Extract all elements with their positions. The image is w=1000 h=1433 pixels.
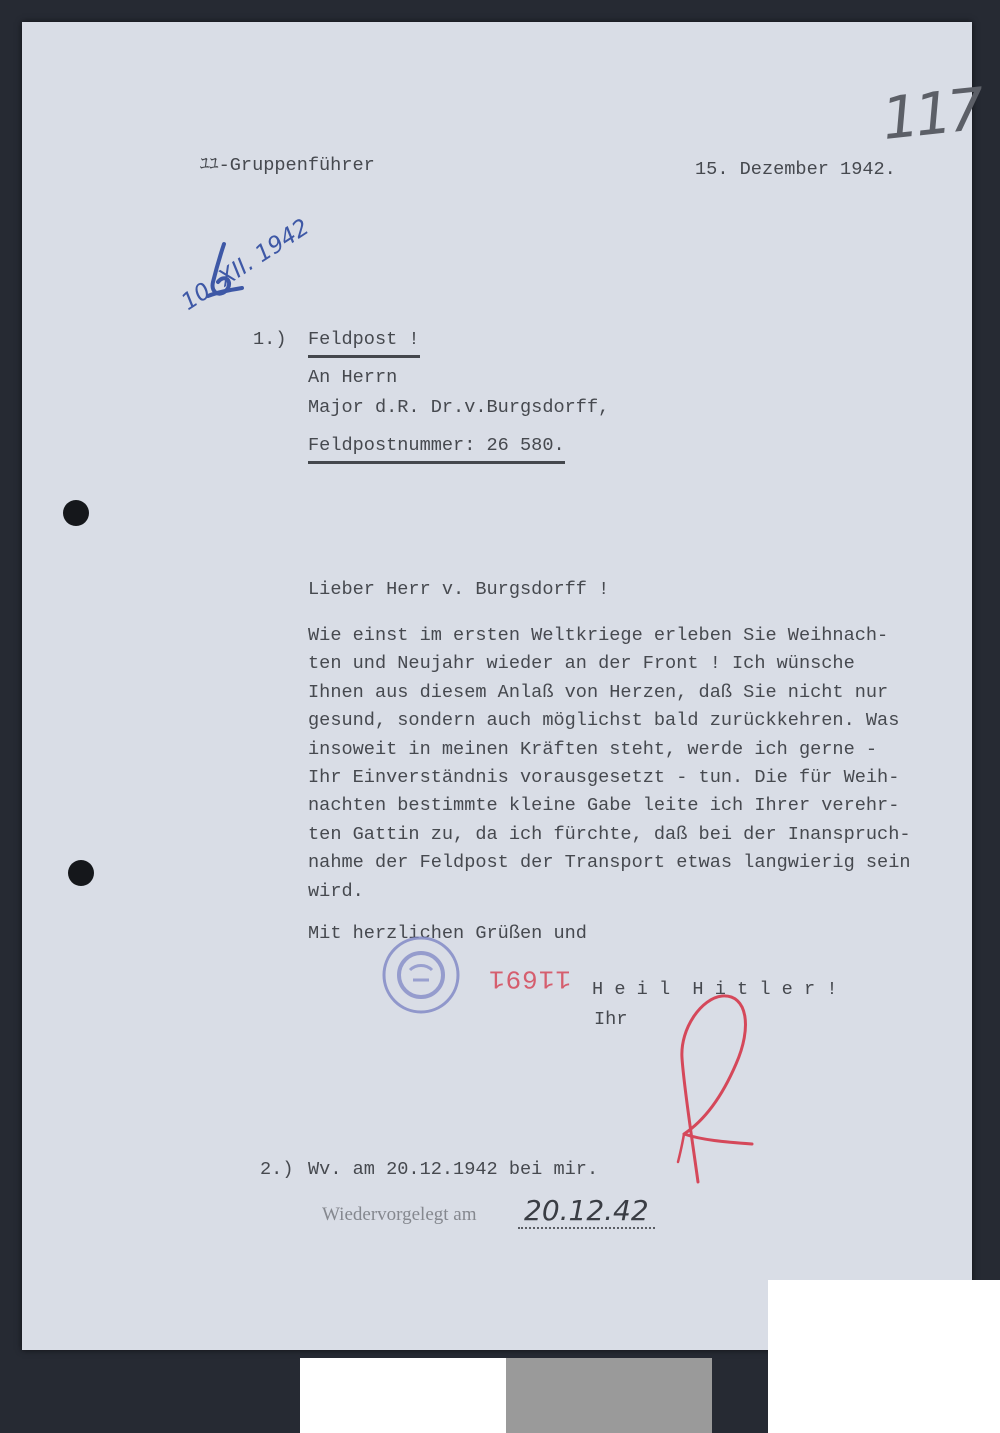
calibration-white-patch xyxy=(300,1358,506,1433)
initials-mark xyxy=(200,236,246,302)
resubmission-stamp-label: Wiedervorgelegt am xyxy=(322,1204,477,1225)
punch-hole-bottom xyxy=(68,860,94,886)
body-line: Ihnen aus diesem Anlaß von Herzen, daß Sie nicht nur xyxy=(308,681,889,703)
address-heading: Feldpost ! xyxy=(308,326,420,358)
address-line-2: Major d.R. Dr.v.Burgsdorff, xyxy=(308,397,610,418)
item-number-1: 1.) xyxy=(253,329,287,350)
registration-number-stamp: 11691 xyxy=(488,963,572,994)
closing-line-3: Ihr xyxy=(594,1009,628,1030)
closing-line-1: Mit herzlichen Grüßen und xyxy=(308,923,587,944)
body-line: insoweit in meinen Kräften steht, werde ich gerne - xyxy=(308,738,878,760)
scanner-white-patch xyxy=(768,1280,1000,1433)
body-line: wird. xyxy=(308,880,364,902)
letter-page xyxy=(22,22,985,1350)
archive-mark-pencil: 117 xyxy=(878,75,985,153)
followup-note: Wv. am 20.12.1942 bei mir. xyxy=(308,1159,599,1180)
body-line: ten Gattin zu, da ich fürchte, daß bei der Inanspruch- xyxy=(308,823,911,845)
closing-line-2: H e i l H i t l e r ! xyxy=(592,979,838,1000)
office-seal-stamp xyxy=(380,934,462,1016)
body-line: Ihr Einverständnis vorausgesetzt - tun. Die für Weih- xyxy=(308,767,900,789)
letter-body xyxy=(308,622,911,906)
received-date-stamp: 10. XII. 1942 xyxy=(177,214,314,316)
address-line-1: An Herrn xyxy=(308,367,398,388)
body-line: nachten bestimmte kleine Gabe leite ich Ihrer verehr- xyxy=(308,795,900,817)
letter-date: 15. Dezember 1942. xyxy=(695,159,896,180)
body-line: nahme der Feldpost der Transport etwas langwierig sein xyxy=(308,852,911,874)
punch-hole-top xyxy=(63,500,89,526)
signature-mark xyxy=(662,968,762,1188)
sender-rank: ﾕﾕ-Gruppenführer xyxy=(200,155,375,176)
body-line: Wie einst im ersten Weltkriege erleben Sie Weihnach- xyxy=(308,625,889,646)
calibration-gray-patch xyxy=(506,1358,712,1433)
address-line-3: Feldpostnummer: 26 580. xyxy=(308,432,565,464)
salutation: Lieber Herr v. Burgsdorff ! xyxy=(308,579,610,600)
resubmission-date: 20.12.42 xyxy=(518,1194,655,1229)
body-line: gesund, sondern auch möglichst bald zurückkehren. Was xyxy=(308,710,900,732)
item-number-2: 2.) xyxy=(260,1159,294,1180)
body-line: ten und Neujahr wieder an der Front ! Ich wünsche xyxy=(308,653,855,675)
